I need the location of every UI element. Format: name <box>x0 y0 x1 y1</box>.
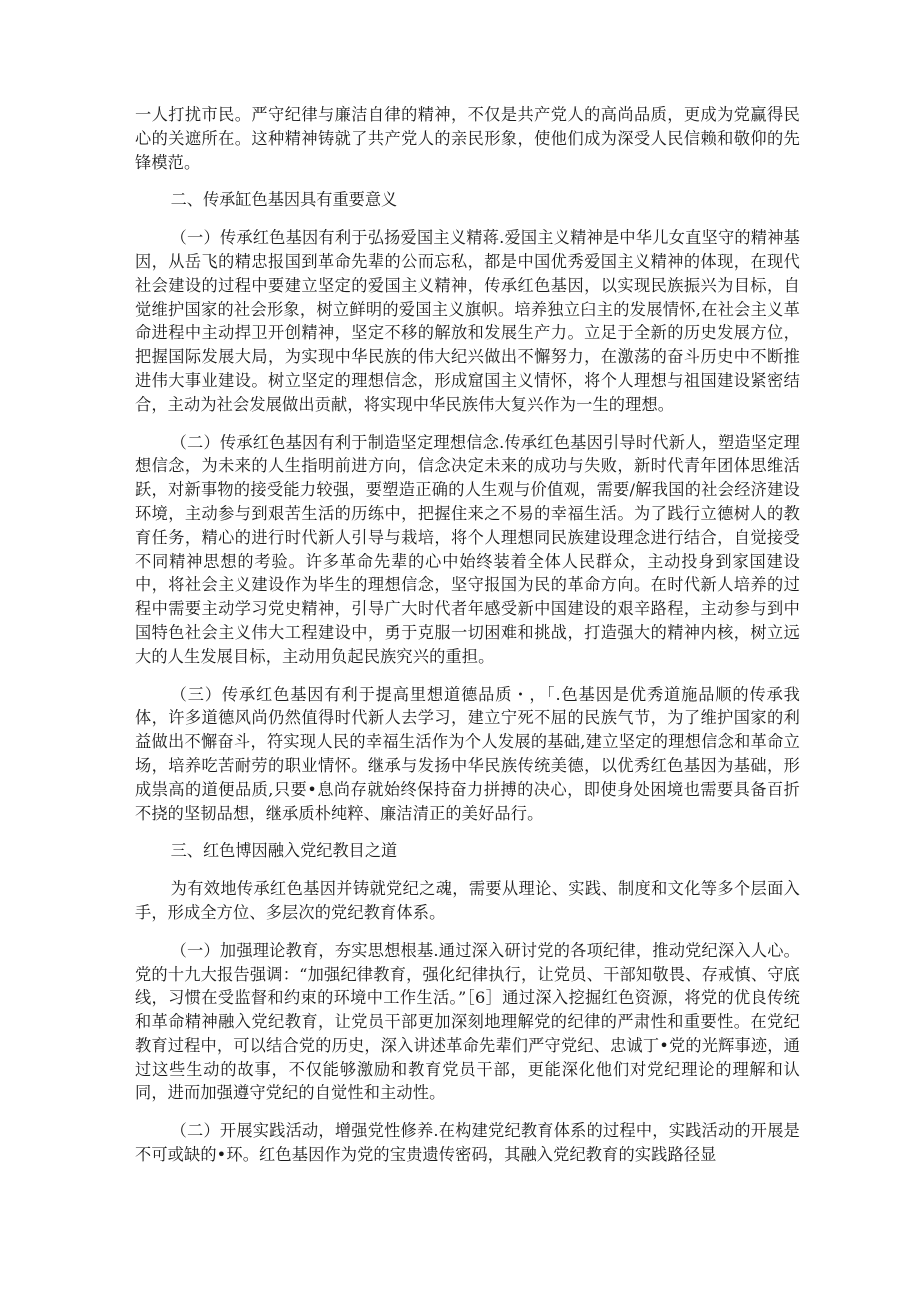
paragraph-gap <box>135 825 800 839</box>
paragraph-2-3: （三）传承红色基因有利于提高里想道德品质・，「.色基因是优秀道施品顺的传承我体，许多道德风尚仍然值得时代新人去学习，建立宁死不屈的民族气节，为了维护国家的利益做出不懈奋斗，符实现人民的幸福生活作为个人发展的基础,建立坚定的理想信念和革命立场，培养吃苦耐劳的职业情怀。继承与发扬中华民族传统美德，以优秀红色基因为基础，形成祟高的道便品质,只要•息尚存就始终保持奋力拼搏的决心，即使身处困境也需要具备百折不挠的坚韧品想，继承质朴纯粹、廉洁清正的美好品行。 <box>135 684 800 823</box>
paragraph-gap <box>135 174 800 188</box>
paragraph-gap <box>135 1105 800 1119</box>
paragraph-2-1: （一）传承红色基因有利于弘扬爱国主义精蒋.爱国主义精神是中华儿女直坚守的精神基因，从岳飞的精忠报国到革命先辈的公而忘私，都是中国优秀爱国主义精神的体现，在现代社会建设的过程中要建立坚定的爱国主义精神，传承红色基因，以实现民族振兴为目标，自觉维护国家的社会形象，树立鲜明的爱国主义旗帜。培养独立臼主的发展情怀,在社会主义革命进程中主动捍卫开创精神，坚定不移的解放和发展生产力。立足于全新的历史发展方位，把握国际发展大局，为实现中华民族的伟大纪兴做出不懈努力，在激荡的奋斗历史中不断推进伟大事业建设。树立坚定的理想信念，形成窟国主义情怀，将个人理想与祖国建设紧密结合，主动为社会发展做出贡献，将实现中华民族伟大复兴作为一生的理想。 <box>135 228 800 414</box>
paragraph-3-intro: 为有效地传承红色基因并铸就党纪之魂，需要从理论、实践、制度和文化等多个层面入手，形成全方位、多层次的党纪教育体系。 <box>135 879 800 922</box>
paragraph-gap <box>135 417 800 431</box>
paragraph-gap <box>135 669 800 683</box>
document-page <box>135 103 800 1167</box>
paragraph-3-2: （二）开展实践活动，增强党性修养.在构建党纪教育体系的过程中，实践活动的开展是不可或缺的•环。红色基因作为党的宝贵遗传密码，其融入党纪教育的实践路径显 <box>135 1121 800 1165</box>
section-heading-2: 二、传承缸色基因具有重要意义 <box>170 190 398 210</box>
paragraph-gap <box>135 863 800 877</box>
paragraph-1: 一人打扰市民。严守纪律与廉洁自律的精神，不仅是共产党人的高尚品质，更成为党赢得民心的关遮所在。这种精神铸就了共产党人的亲民形象，使他们成为深受人民信赖和敬仰的先锋模范。 <box>135 105 800 172</box>
paragraph-3-1: （一）加强理论教育，夯实思想根基.通过深入研讨党的各项纪律，推动党纪深入人心。党的十九大报告强调：“加强纪律教育，强化纪律执行，让党员、干部知敬畏、存戒慎、守底线，习惯在受监督和约束的环境中工作生活。”［6］通过深入挖掘红色资源，将党的优良传统和革命精神融入党纪教育，让党员干部更加深刻地理解党的纪律的严肃性和重要性。在党纪教育过程中，可以结合党的历史，深入讲述革命先辈们严守党纪、忠诚丁•党的光辉事迹，通过这些生动的故事，不仅能够激励和教育党员干部，更能深化他们对党纪理论的理解和认同，进而加强遵守党纪的自觉性和主动性。 <box>135 940 800 1103</box>
paragraph-gap <box>135 925 800 939</box>
paragraph-gap <box>135 212 800 226</box>
paragraph-2-2: （二）传承红色基因有利于制造坚定理想信念.传承红色基因引导时代新人，塑造坚定理想信念，为未来的人生指明前进方向，信念决定未来的成功与失败，新时代青年团体思维活跃，对新事物的接受能力较强，要塑造正确的人生观与价值观，需要/解我国的社会经济建设环境，主动参与到艰苦生活的历练中，把握住来之不易的幸福生活。为了践行立德树人的教育任务，精心的进行时代新人引导与栽培，将个人理想同民族建设理念进行结合，自觉接受不同精神思想的考验。许多革命先辈的心中始终装着全体人民群众，主动投身到家国建设中，将社会主义建设作为毕生的理想信念，坚守报国为民的革命方向。在时代新人培养的过程中需要主动学习党史精神，引导广大时代者年感受新中国建设的艰辛路程，主动参与到中国特色社会主义伟大工程建设中，勇于克服一切困难和挑战，打造强大的精神内核，树立远大的人生发展目标，主动用负起民族究兴的重担。 <box>135 432 800 666</box>
section-heading-3: 三、红色博因融入党纪教目之道 <box>170 841 398 861</box>
